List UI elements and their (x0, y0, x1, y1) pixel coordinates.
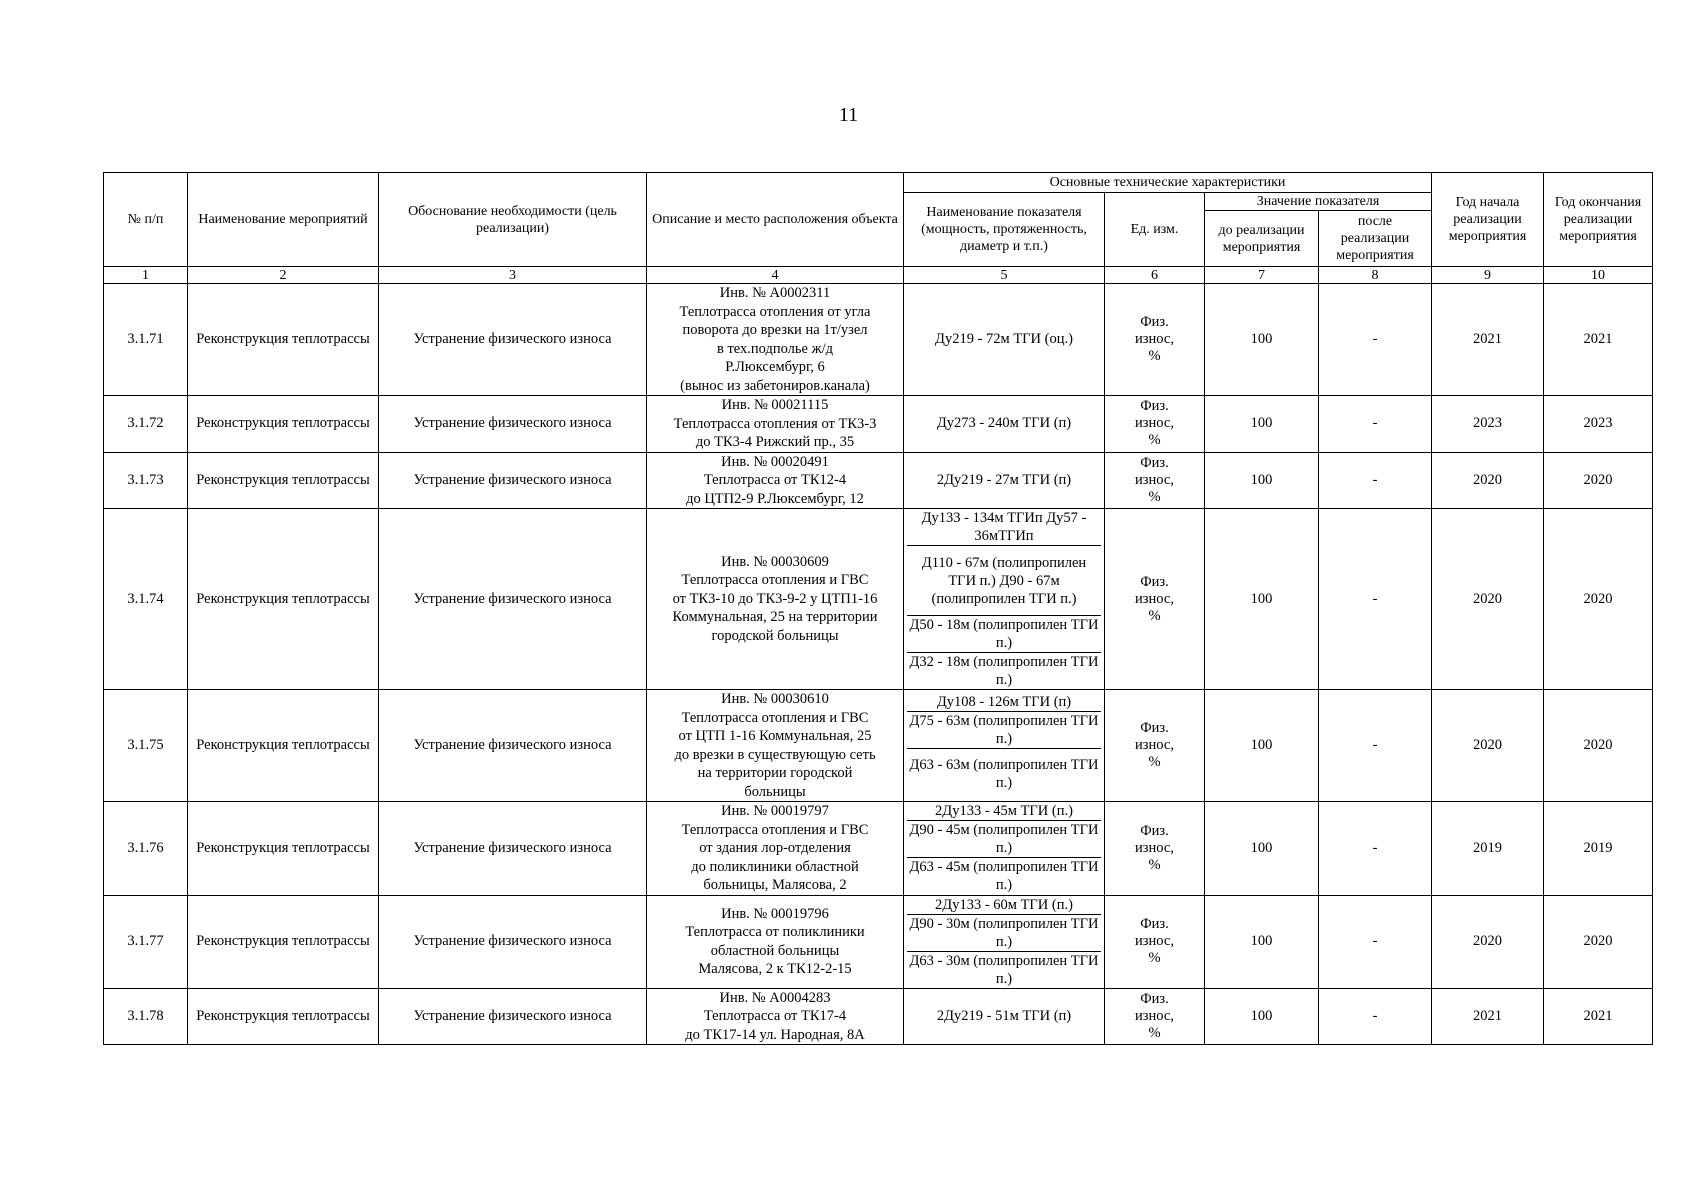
description-line: Теплотрасса от поликлиники (685, 924, 865, 940)
description-line: Малясова, 2 к ТК12-2-15 (698, 961, 852, 977)
column-number: 5 (904, 267, 1105, 284)
unit-line: Физ. (1140, 990, 1169, 1007)
indicator-cell: Ду219 - 72м ТГИ (оц.) (904, 284, 1105, 396)
column-number: 6 (1105, 267, 1205, 284)
description-line: поворота до врезки на 1т/узел (682, 322, 868, 338)
start-year: 2021 (1432, 988, 1544, 1045)
unit-line: Физ. (1140, 314, 1169, 330)
object-description (647, 802, 904, 896)
measures-table (103, 172, 1653, 1045)
table-row (104, 988, 1653, 1045)
description-line: Инв. № 00030610 (721, 691, 829, 707)
start-year: 2021 (1432, 284, 1544, 396)
description-line: Инв. № 00020491 (721, 453, 829, 470)
measure-name: Реконструкция теплотрассы (188, 452, 379, 509)
description-line: больницы, Малясова, 2 (703, 877, 847, 893)
header-tech-group: Основные технические характеристики (904, 173, 1432, 193)
indicator-item: Д32 - 18м (полипропилен ТГИ п.) (907, 653, 1101, 690)
indicator-cell (904, 509, 1105, 690)
row-number: 3.1.73 (104, 452, 188, 509)
value-after: - (1319, 802, 1432, 896)
header-num: № п/п (104, 173, 188, 267)
description-line: (вынос из забетониров.канала) (680, 377, 870, 394)
column-numbers-row (104, 267, 1653, 284)
value-after: - (1319, 509, 1432, 690)
unit-line: % (1148, 856, 1161, 873)
unit-line: % (1148, 432, 1161, 449)
header-indicator-name: Наименование показателя (мощность, протяженность, диаметр и т.п.) (904, 193, 1105, 267)
description-line: от ТК3-10 до ТК3-9-2 у ЦТП1-16 (672, 590, 878, 607)
object-description (647, 452, 904, 509)
row-number: 3.1.74 (104, 509, 188, 690)
measure-name: Реконструкция теплотрассы (188, 284, 379, 396)
end-year: 2020 (1544, 690, 1653, 802)
start-year: 2020 (1432, 509, 1544, 690)
column-number: 8 (1319, 267, 1432, 284)
value-before: 100 (1205, 988, 1319, 1045)
description-line: на территории городской (697, 765, 853, 781)
value-before: 100 (1205, 284, 1319, 396)
table-row (104, 509, 1653, 690)
indicator-item: Д63 - 63м (полипропилен ТГИ п.) (907, 748, 1101, 798)
description-line: Инв. № А0004283 (719, 989, 831, 1006)
header-before: до реализации мероприятия (1205, 211, 1319, 267)
description-line: Теплотрасса отопления от угла (679, 303, 871, 320)
end-year: 2020 (1544, 895, 1653, 988)
object-description (647, 509, 904, 690)
measure-name: Реконструкция теплотрассы (188, 396, 379, 453)
table-row (104, 452, 1653, 509)
start-year: 2020 (1432, 895, 1544, 988)
page-number: 11 (838, 104, 859, 126)
description-line: Теплотрасса отопления и ГВС (681, 821, 869, 838)
description-line: до врезки в существующую сеть (674, 746, 876, 763)
unit-line: износ, (1135, 1007, 1174, 1024)
description-line: Инв. № 00021115 (721, 397, 829, 413)
header-end-year: Год окончания реализации мероприятия (1544, 173, 1653, 267)
description-line: до ЦТП2-9 Р.Люксембург, 12 (686, 490, 864, 507)
measure-reason: Устранение физического износа (379, 895, 647, 988)
header-start-year: Год начала реализации мероприятия (1432, 173, 1544, 267)
description-line: в тех.подполье ж/д (716, 340, 834, 357)
unit-line: износ, (1135, 590, 1174, 607)
unit-cell (1105, 396, 1205, 453)
unit-line: % (1148, 754, 1161, 770)
start-year: 2019 (1432, 802, 1544, 896)
row-number: 3.1.72 (104, 396, 188, 453)
description-line: Р.Люксембург, 6 (725, 359, 825, 375)
header-description: Описание и место расположения объекта (647, 173, 904, 267)
value-before: 100 (1205, 802, 1319, 896)
measure-name: Реконструкция теплотрассы (188, 988, 379, 1045)
measure-reason: Устранение физического износа (379, 396, 647, 453)
description-line: Теплотрасса отопления и ГВС (681, 709, 869, 726)
indicator-list (907, 896, 1101, 988)
table-row (104, 284, 1653, 396)
description-line: Теплотрасса отопления от ТК3-3 (673, 415, 877, 432)
table-header (104, 173, 1653, 284)
description-line: областной больницы (710, 942, 840, 959)
unit-cell (1105, 802, 1205, 896)
indicator-cell: Ду273 - 240м ТГИ (п) (904, 396, 1105, 453)
value-before: 100 (1205, 509, 1319, 690)
description-line: Теплотрасса отопления и ГВС (681, 572, 869, 589)
description-line: от здания лор-отделения (699, 840, 851, 856)
header-name: Наименование мероприятий (188, 173, 379, 267)
column-number: 9 (1432, 267, 1544, 284)
header-value-group: Значение показателя (1205, 193, 1432, 211)
unit-line: Физ. (1140, 573, 1169, 590)
value-after: - (1319, 988, 1432, 1045)
unit-line: % (1148, 1024, 1161, 1041)
description-line: городской больницы (711, 627, 839, 644)
column-number: 1 (104, 267, 188, 284)
indicator-item: Д63 - 30м (полипропилен ТГИ п.) (907, 951, 1101, 988)
indicator-item: 2Ду133 - 45м ТГИ (п.) (935, 803, 1073, 820)
indicator-cell: 2Ду219 - 51м ТГИ (п) (904, 988, 1105, 1045)
value-before: 100 (1205, 396, 1319, 453)
end-year: 2019 (1544, 802, 1653, 896)
description-line: Инв. № А0002311 (719, 285, 831, 301)
measure-reason: Устранение физического износа (379, 802, 647, 896)
object-description (647, 284, 904, 396)
unit-line: износ, (1135, 839, 1174, 856)
indicator-item: Д90 - 45м (полипропилен ТГИ п.) (907, 821, 1101, 858)
description-line: до ТК3-4 Рижский пр., 35 (695, 434, 855, 450)
row-number: 3.1.76 (104, 802, 188, 896)
value-after: - (1319, 895, 1432, 988)
start-year: 2023 (1432, 396, 1544, 453)
table-row (104, 690, 1653, 802)
description-line: Коммунальная, 25 на территории (672, 609, 878, 626)
value-after: - (1319, 284, 1432, 396)
unit-line: Физ. (1140, 398, 1169, 415)
indicator-item: Д75 - 63м (полипропилен ТГИ п.) (907, 711, 1101, 748)
value-after: - (1319, 396, 1432, 453)
unit-line: износ, (1135, 471, 1174, 488)
unit-line: износ, (1135, 737, 1174, 753)
indicator-list (907, 802, 1101, 894)
unit-line: % (1148, 488, 1161, 505)
description-line: до поликлиники областной (691, 858, 859, 875)
start-year: 2020 (1432, 452, 1544, 509)
description-line: Инв. № 00019796 (721, 905, 829, 922)
header-after: после реализации мероприятия (1319, 211, 1432, 267)
unit-line: Физ. (1140, 454, 1169, 471)
description-line: Инв. № 00019797 (721, 803, 829, 819)
start-year: 2020 (1432, 690, 1544, 802)
indicator-item: Ду108 - 126м ТГИ (п) (936, 693, 1072, 710)
unit-cell (1105, 690, 1205, 802)
table-row (104, 396, 1653, 453)
indicator-item: Ду133 - 134м ТГИп Ду57 - 36мТГИп (921, 510, 1087, 544)
end-year: 2020 (1544, 452, 1653, 509)
measure-name: Реконструкция теплотрассы (188, 895, 379, 988)
description-line: до ТК17-14 ул. Народная, 8А (685, 1026, 865, 1043)
unit-cell (1105, 452, 1205, 509)
object-description (647, 690, 904, 802)
header-reason: Обоснование необходимости (цель реализации) (379, 173, 647, 267)
value-before: 100 (1205, 452, 1319, 509)
description-line: от ЦТП 1-16 Коммунальная, 25 (678, 728, 872, 744)
unit-line: Физ. (1140, 720, 1169, 736)
table-row (104, 802, 1653, 896)
table-row (104, 895, 1653, 988)
measure-reason: Устранение физического износа (379, 988, 647, 1045)
value-after: - (1319, 452, 1432, 509)
unit-cell (1105, 988, 1205, 1045)
unit-cell (1105, 284, 1205, 396)
end-year: 2020 (1544, 509, 1653, 690)
object-description (647, 396, 904, 453)
column-number: 4 (647, 267, 904, 284)
measure-reason: Устранение физического износа (379, 509, 647, 690)
unit-cell (1105, 509, 1205, 690)
description-line: Теплотрасса от ТК17-4 (703, 1008, 847, 1024)
indicator-cell (904, 895, 1105, 988)
measure-reason: Устранение физического износа (379, 452, 647, 509)
measure-reason: Устранение физического износа (379, 284, 647, 396)
row-number: 3.1.78 (104, 988, 188, 1045)
indicator-cell: 2Ду219 - 27м ТГИ (п) (904, 452, 1105, 509)
row-number: 3.1.75 (104, 690, 188, 802)
measure-reason: Устранение физического износа (379, 690, 647, 802)
indicator-cell (904, 690, 1105, 802)
indicator-item: 2Ду133 - 60м ТГИ (п.) (935, 896, 1073, 913)
indicator-list (907, 693, 1101, 799)
description-line: больницы (744, 783, 806, 800)
column-number: 10 (1544, 267, 1653, 284)
row-number: 3.1.77 (104, 895, 188, 988)
indicator-item: Д63 - 45м (полипропилен ТГИ п.) (907, 858, 1101, 895)
row-number: 3.1.71 (104, 284, 188, 396)
column-number: 2 (188, 267, 379, 284)
unit-line: Физ. (1140, 822, 1169, 839)
unit-line: износ, (1135, 933, 1174, 949)
indicator-item: Д110 - 67м (полипропилен ТГИ п.) Д90 - 67м (полипропилен ТГИ п.) (907, 546, 1101, 616)
column-number: 7 (1205, 267, 1319, 284)
indicator-list (907, 509, 1101, 689)
end-year: 2023 (1544, 396, 1653, 453)
indicator-item: Д50 - 18м (полипропилен ТГИ п.) (907, 616, 1101, 653)
unit-cell (1105, 895, 1205, 988)
object-description (647, 988, 904, 1045)
unit-line: износ, (1135, 331, 1174, 347)
end-year: 2021 (1544, 284, 1653, 396)
end-year: 2021 (1544, 988, 1653, 1045)
value-after: - (1319, 690, 1432, 802)
unit-line: % (1148, 607, 1161, 624)
measure-name: Реконструкция теплотрассы (188, 802, 379, 896)
column-number: 3 (379, 267, 647, 284)
measure-name: Реконструкция теплотрассы (188, 690, 379, 802)
value-before: 100 (1205, 690, 1319, 802)
unit-line: % (1148, 950, 1161, 966)
indicator-cell (904, 802, 1105, 896)
indicator-item: Д90 - 30м (полипропилен ТГИ п.) (907, 914, 1101, 951)
unit-line: износ, (1135, 415, 1174, 432)
measure-name: Реконструкция теплотрассы (188, 509, 379, 690)
description-line: Теплотрасса от ТК12-4 (703, 472, 847, 488)
unit-line: Физ. (1140, 916, 1169, 932)
value-before: 100 (1205, 895, 1319, 988)
header-unit: Ед. изм. (1105, 193, 1205, 267)
description-line: Инв. № 00030609 (721, 553, 829, 570)
table-body (104, 284, 1653, 1045)
object-description (647, 895, 904, 988)
unit-line: % (1148, 348, 1161, 364)
